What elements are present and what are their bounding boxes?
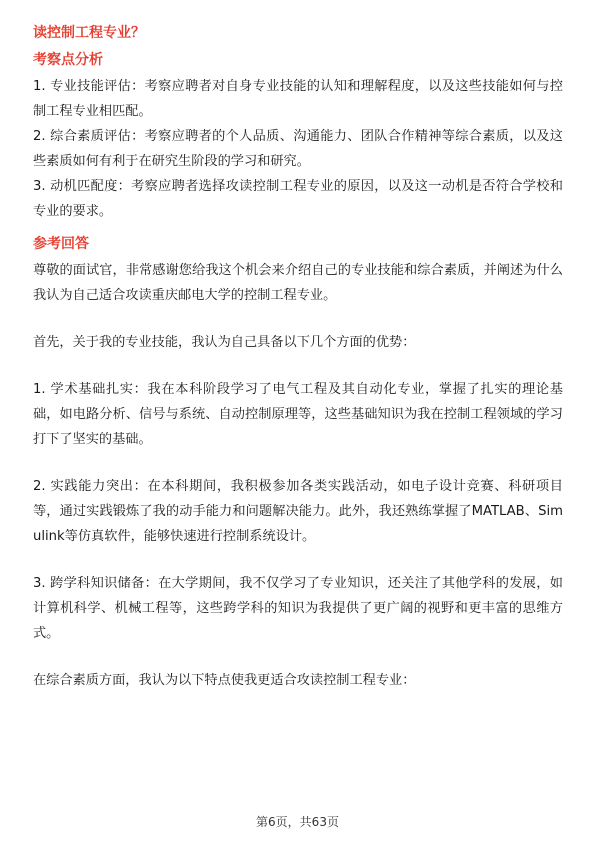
answer-heading: 参考回答 (33, 236, 89, 252)
document-page (33, 22, 563, 693)
quality-intro: 在综合素质方面，我认为以下特点使我更适合攻读控制工程专业： (33, 673, 416, 688)
skills-intro: 首先，关于我的专业技能，我认为自己具备以下几个方面的优势： (33, 335, 416, 350)
skill-item: 3. 跨学科知识储备：在大学期间，我不仅学习了专业知识，还关注了其他学科的发展，如计算机科学、机械工程等，这些跨学科的知识为我提供了更广阔的视野和更丰富的思维方式。 (33, 576, 563, 641)
answer-intro: 尊敬的面试官，非常感谢您给我这个机会来介绍自己的专业技能和综合素质，并阐述为什么我认为自己适合攻读重庆邮电大学的控制工程专业。 (33, 263, 563, 303)
analysis-point: 1. 专业技能评估：考察应聘者对自身专业技能的认知和理解程度，以及这些技能如何与控制工程专业相匹配。 (33, 79, 563, 119)
skill-item: 1. 学术基础扎实：我在本科阶段学习了电气工程及其自动化专业，掌握了扎实的理论基础，如电路分析、信号与系统、自动控制原理等，这些基础知识为我在控制工程领域的学习打下了坚实的基础。 (33, 382, 563, 447)
question-title: 读控制工程专业？ (33, 25, 145, 41)
analysis-point: 2. 综合素质评估：考察应聘者的个人品质、沟通能力、团队合作精神等综合素质，以及这些素质如何有利于在研究生阶段的学习和研究。 (33, 129, 563, 169)
analysis-point: 3. 动机匹配度：考察应聘者选择攻读控制工程专业的原因，以及这一动机是否符合学校和专业的要求。 (33, 179, 563, 219)
skill-item: 2. 实践能力突出：在本科期间，我积极参加各类实践活动，如电子设计竞赛、科研项目等，通过实践锻炼了我的动手能力和问题解决能力。此外，我还熟练掌握了MATLAB、Simulink等仿真软件，能够快速进行控制系统设计。 (33, 479, 563, 544)
analysis-heading: 考察点分析 (33, 52, 103, 68)
page-number: 第6页，共63页 (256, 815, 339, 829)
